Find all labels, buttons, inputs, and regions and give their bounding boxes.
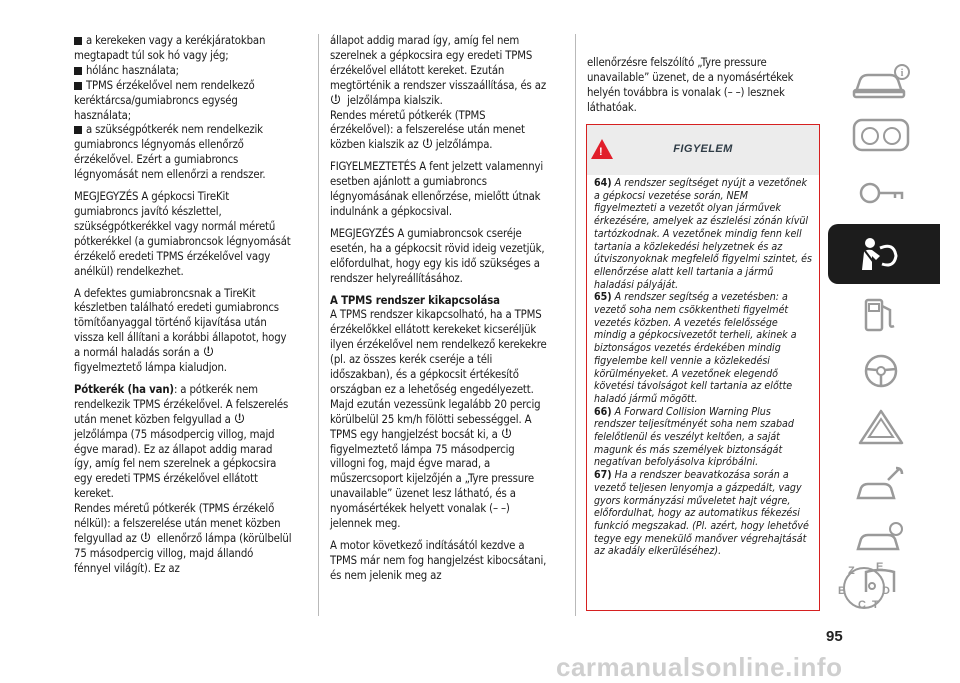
key-icon (850, 172, 912, 214)
tpms-warning-lamp-icon (502, 428, 514, 439)
warning-item-text: A rendszer segítség a vezetésben: a vezető soha nem csökkentheti figyelmét vezetés közben. A vezetés felelőssége mindig a gépkocsivezetőt terheli, akinek a biztonságos vezetés érdekében mindig figyelembe kell vennie a közlekedési körülményeket. A vezetőnek elegendő követési távolságot kell tartania az előtte haladó jármű mögött. (594, 291, 797, 405)
bullet-item (74, 64, 292, 79)
paragraph-text: A TPMS rendszer kikapcsolható, ha a TPMS érzékelőkkel ellátott kerekeket kicseréljük ilyen érzékelővel nem rendelkező kerekekre (pl. az összes kerék cseréje a téli időszakban), és a gépkocsit értékesítő országban ez a lehetőség engedélyezett. Majd ezután vezessünk legalább 20 percig körülbelül 25 km/h fölötti sebességgel. A TPMS egy hangjelzést bocsát ki, a (330, 308, 547, 441)
safety-airbag-icon (850, 234, 912, 276)
warning-box (586, 124, 820, 611)
index-letter: D (882, 585, 890, 597)
page-number: 95 (826, 628, 843, 645)
text-column-2 (330, 34, 548, 591)
paragraph-text: ellenőrző lámpa (körülbelül 75 másodpercig villog, majd állandó fénnyel világít). Ez az (74, 532, 292, 575)
paragraph (74, 383, 292, 502)
warning-item (594, 291, 813, 405)
warning-item (594, 177, 813, 291)
paragraph (74, 502, 292, 577)
paragraph (330, 34, 548, 109)
car-info-icon (850, 62, 912, 104)
tab-safety[interactable] (828, 224, 940, 284)
tpms-warning-lamp-icon (423, 138, 435, 149)
bullet-text: a szükségpótkerék nem rendelkezik gumiabroncs légnyomás ellenőrző érzékelővel. Ezért a gumiabroncs légnyomását nem ellenőrzi a rendszer. (74, 123, 266, 182)
tpms-warning-lamp-icon (235, 413, 247, 424)
tab-emergency[interactable] (828, 397, 940, 457)
tpms-warning-lamp-icon (204, 346, 216, 357)
warning-item (594, 406, 813, 470)
warning-item-text: A rendszer segítséget nyújt a vezetőnek a gépkocsi vezetése során, NEM figyelmezteti a vezetőt olyan járművek érkezésére, amelyek az észlelési zónán kívül tartózkodnak. A vezetőnek mindig fenn kell tartania a közlekedési helyzetnek és az útviszonyoknak megfelelő figyelmi szintet, és ellenőrzése alatt kell tartania a jármű haladási pályáját. (594, 177, 812, 291)
index-letter: T (872, 599, 879, 611)
paragraph-text: figyelmeztető lámpa kialudjon. (74, 361, 227, 375)
bullet-item (74, 79, 292, 124)
exclamation-icon: ! (599, 146, 603, 158)
warning-item-text: A Forward Collision Warning Plus rendszer teljesítményét soha nem szabad felelőtlenül és veszélyt keltően, a saját magunk és más személyek biztonságát negatívan befolyásolva kipróbálni. (594, 405, 794, 469)
tab-fuel[interactable] (828, 284, 940, 344)
warning-item-number: 67) (594, 469, 612, 482)
warning-item (594, 469, 813, 558)
tpms-warning-lamp-icon (141, 532, 153, 543)
spare-wheel-label: Pótkerék (ha van) (74, 382, 174, 396)
tab-key[interactable] (828, 162, 940, 222)
tab-maintenance[interactable] (828, 454, 940, 514)
note-paragraph: MEGJEGYZÉS A gumiabroncsok cseréje esetén, ha a gépkocsit rövid ideig vezetjük, előfordulhat, hogy egy kis idő szükséges a rendszer helyreállításához. (330, 226, 545, 285)
svg-text:i: i (900, 68, 904, 79)
steering-wheel-icon (850, 350, 912, 392)
index-letter: B (838, 585, 846, 597)
warning-title: FIGYELEM (673, 143, 733, 155)
paragraph-text: állapot addig marad így, amíg fel nem szerelnek a gépkocsira egy eredeti TPMS érzékelővel ellátott kereket. Ezután megtörténik a rendszer visszaállítása, és az (330, 34, 547, 92)
dashboard-gauge-icon (850, 114, 912, 156)
warning-body (587, 175, 819, 558)
warning-paragraph: FIGYELMEZTETÉS A fent jelzett valamennyi esetben ajánlott a gumiabroncs légnyomásának ellenőrzése, mielőtt útnak indulnánk a gépkocsival. (330, 160, 544, 218)
paragraph-text: Rendes méretű pótkerék (TPMS érzékelő nélkül): a felszerelése után menet közben felgyullad az (74, 502, 281, 545)
warning-triangle-icon (850, 407, 912, 449)
paragraph-text: Rendes méretű pótkerék (TPMS érzékelővel): a felszerelése után menet közben kialszik az (330, 108, 525, 152)
paragraph (330, 109, 548, 154)
bullet-item (74, 123, 292, 183)
index-letters-icon[interactable] (834, 560, 898, 616)
index-letter: E (876, 561, 884, 573)
paragraph (74, 287, 292, 376)
index-letter: Z (848, 565, 855, 577)
section-heading: A TPMS rendszer kikapcsolása (330, 293, 500, 307)
column-divider-right (575, 34, 576, 616)
note-paragraph: MEGJEGYZÉS A gépkocsi TireKit gumiabroncs javító készlettel, szükségpótkerékkel vagy normál méretű pótkerékkel (a gumiabroncsok légnyomását érzékelő eredeti TPMS érzékelővel vagy anélkül) rendelkezhet. (74, 190, 291, 278)
paragraph-text: figyelmeztető lámpa 75 másodpercig villogni fog, majd égve marad, a műszercsoport kijelzőjén a „Tyre pressure unavailable” üzenet lesz látható, és a nyomásértékek helyett vonalak (– –) jelennek meg. (330, 442, 534, 531)
index-letter: C (858, 599, 866, 611)
tpms-warning-lamp-icon (331, 94, 343, 105)
warning-header (587, 125, 819, 175)
tab-dashboard[interactable] (828, 104, 940, 164)
fuel-pump-icon (850, 294, 912, 336)
bullet-text: hólánc használata; (86, 63, 179, 77)
warning-item-number: 65) (594, 291, 612, 304)
paragraph-text: jelzőlámpa. (435, 138, 493, 152)
paragraph-text: jelzőlámpa kialszik. (347, 93, 443, 107)
paragraph-text: jelzőlámpa (75 másodpercig villog, majd égve marad). Ez az állapot addig marad így, amíg fel nem szerelnek a gépkocsira egy eredeti TPMS érzékelővel ellátott kereket. (74, 427, 277, 501)
column-divider-left (318, 34, 319, 616)
paragraph: ellenőrzésre felszólító „Tyre pressure unavailable” üzenet, de a nyomásértékek helyén továbbra is vonalak (– –) lesznek láthatóak. (587, 56, 794, 114)
warning-item-number: 64) (594, 177, 612, 189)
paragraph (330, 308, 548, 532)
paragraph-text: A defektes gumiabroncsnak a TireKit készletben található eredeti gumiabroncs tömítőanyaggal történő kijavítása után vissza kell állítani a korábbi állapotot, hogy a normál haladás során a (74, 286, 287, 360)
bullet-text: a kerekeken vagy a kerékjáratokban megtapadt túl sok hó vagy jég; (74, 34, 266, 62)
warning-item-number: 66) (594, 405, 612, 418)
warning-item-text: Ha a rendszer beavatkozása során a vezető teljesen lenyomja a gázpedált, vagy gyors kormányzási műveletet hajt végre, előfordulhat, hogy az automatikus fékezési funkció megszakad. (Pl. azért, hogy lehetővé tegye egy menekülő manőver végrehajtását az akadály elkerüléséhez). (594, 469, 809, 558)
bullet-text: TPMS érzékelővel nem rendelkező keréktárcsa/gumiabroncs egység használata; (74, 78, 255, 122)
paragraph: A motor következő indításától kezdve a TPMS már nem fog hangjelzést kibocsátani, és nem jelenik meg az (330, 539, 547, 582)
wrench-car-icon (850, 464, 912, 506)
tab-car-info[interactable] (828, 52, 940, 112)
tab-steering[interactable] (828, 340, 940, 400)
paragraph-text: : a pótkerék nem rendelkezik TPMS érzékelővel. A felszerelés után menet közben felgyullad a (74, 382, 289, 426)
chapter-sidebar (828, 52, 940, 612)
watermark: carmanualsonline.info (556, 652, 843, 682)
text-column-1 (74, 34, 292, 584)
bullet-item (74, 34, 292, 64)
text-column-3 (587, 56, 817, 123)
